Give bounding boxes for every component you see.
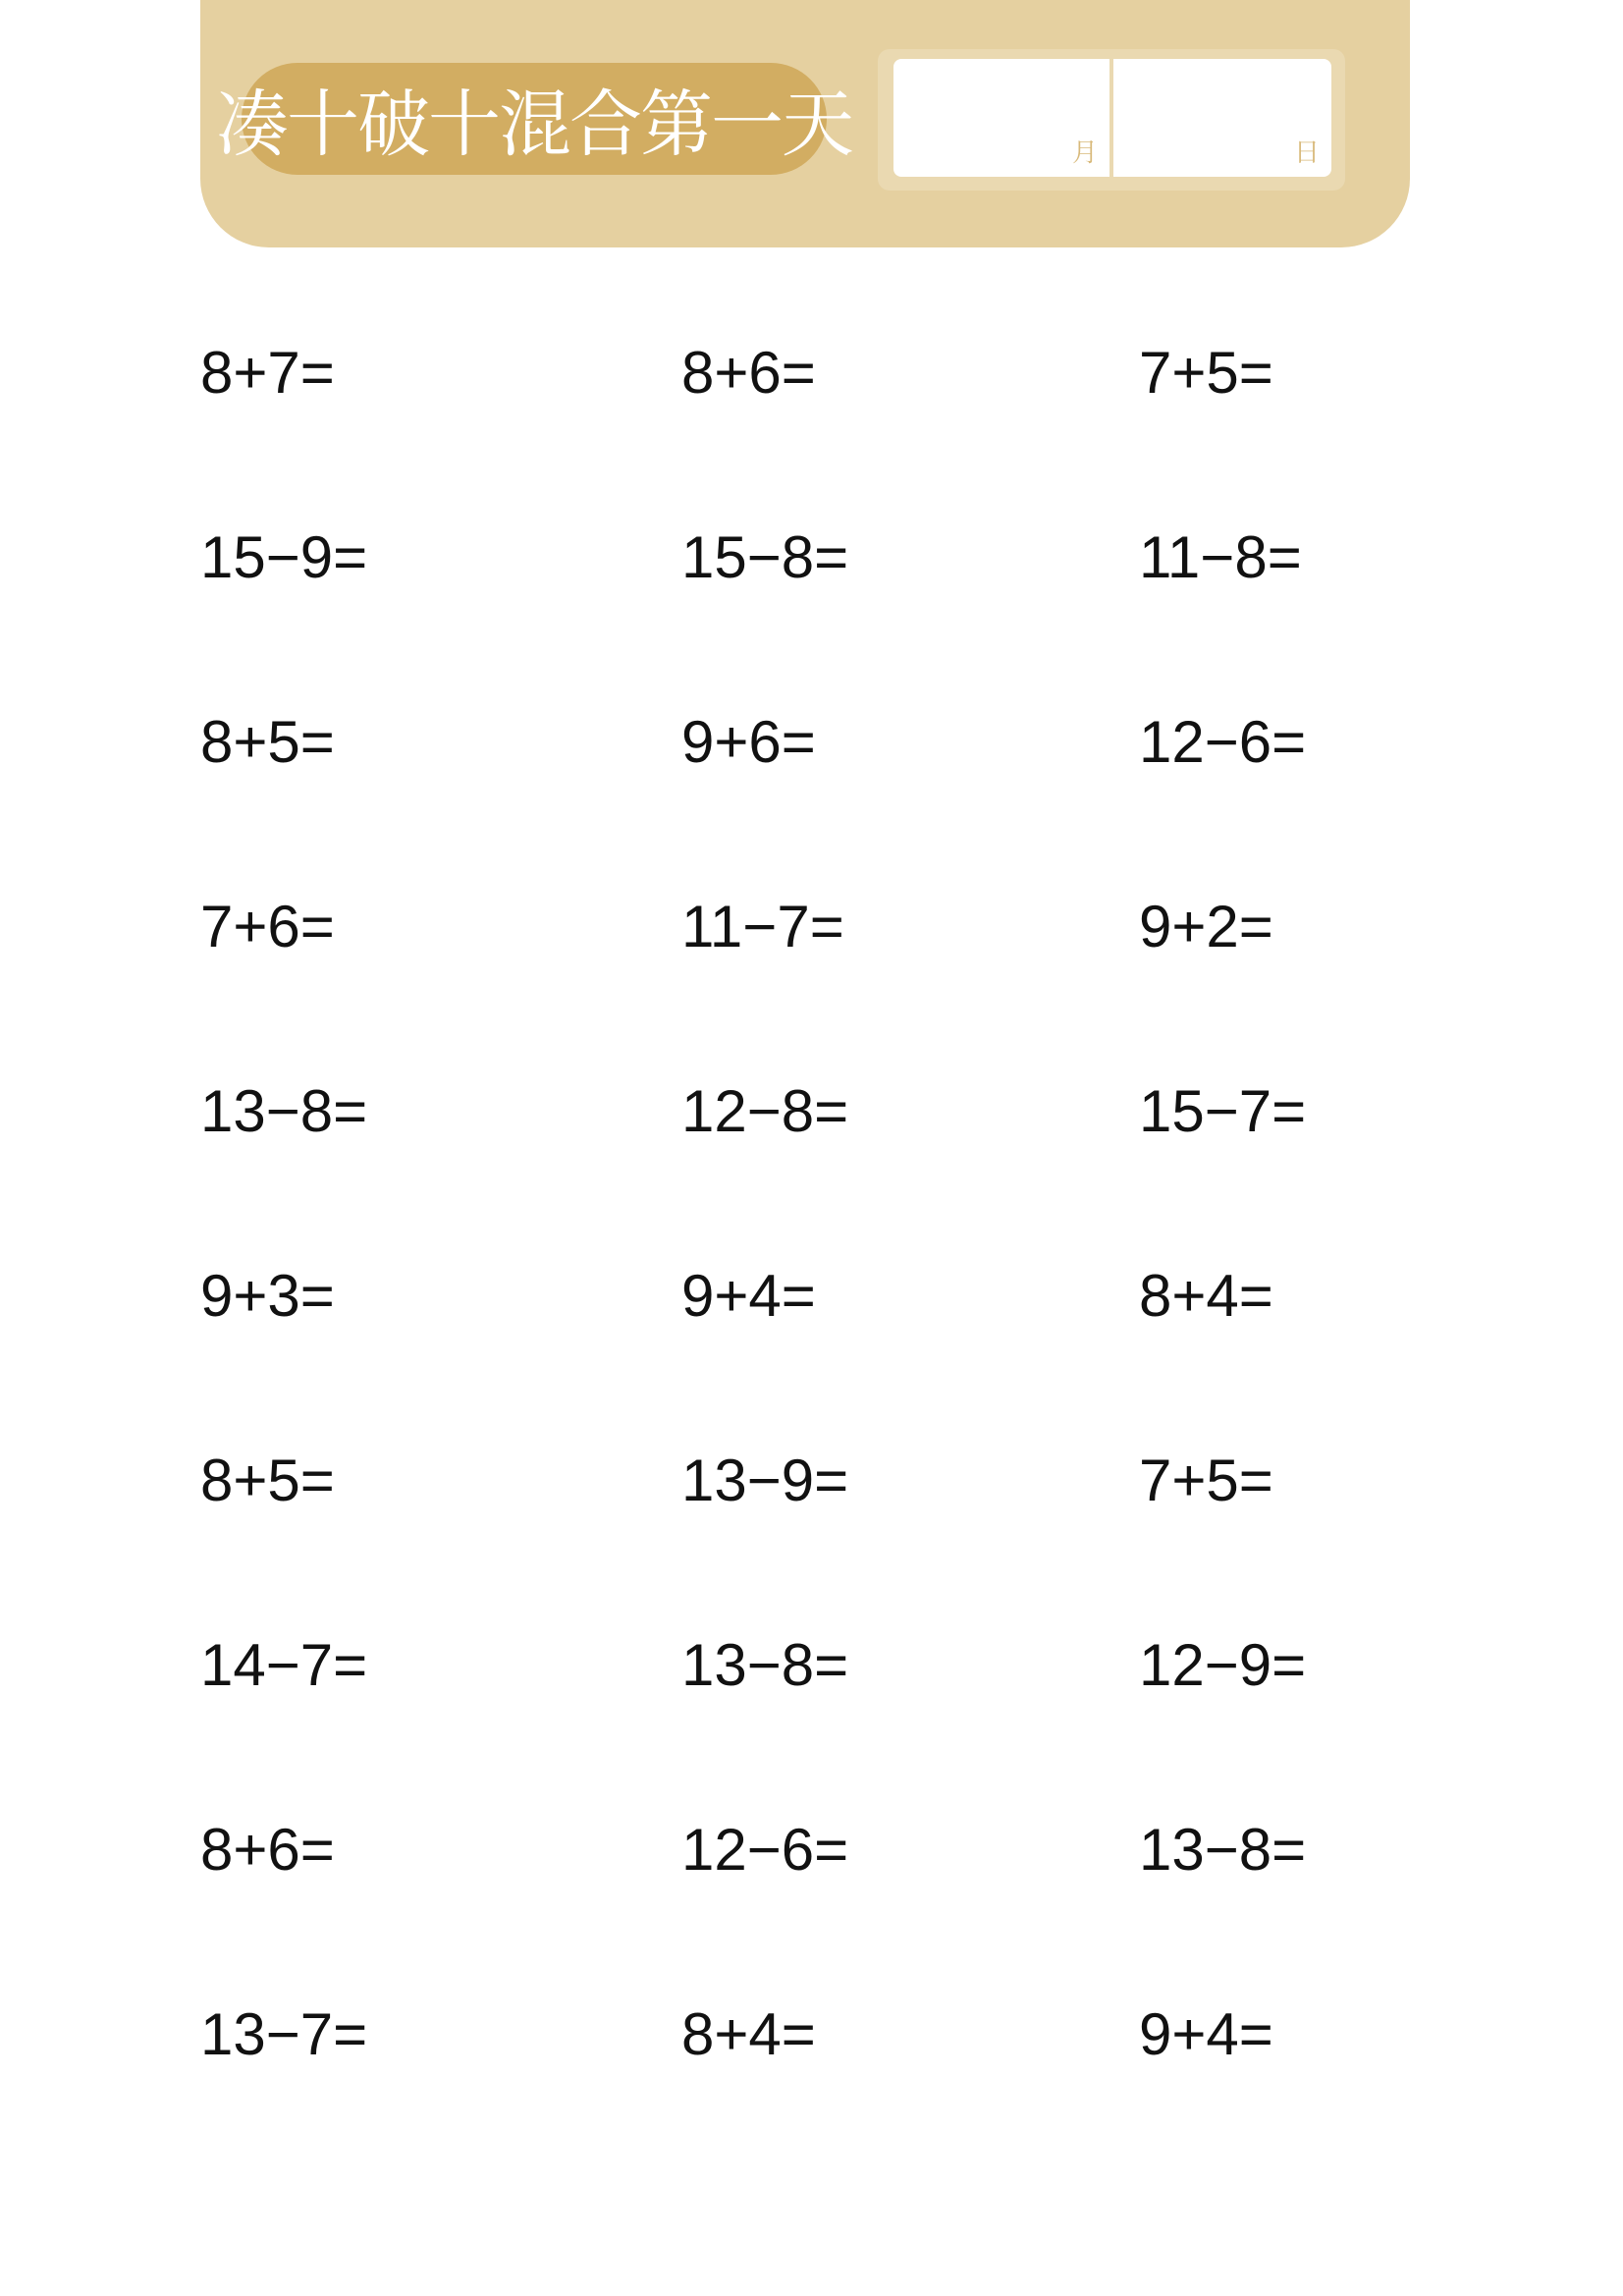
day-label: 日: [1293, 138, 1320, 168]
date-frame: [878, 49, 1345, 191]
problem: 12−6=: [681, 1817, 849, 1883]
header-band: [200, 0, 1410, 247]
problem: 13−8=: [681, 1632, 849, 1698]
problem: 11−7=: [681, 894, 844, 959]
problem: 13−8=: [200, 1078, 368, 1144]
problem: 12−9=: [1139, 1632, 1307, 1698]
problem: 9+4=: [681, 1263, 816, 1329]
problem: 8+6=: [681, 340, 816, 406]
problem: 9+3=: [200, 1263, 335, 1329]
problem: 12−6=: [1139, 709, 1307, 775]
problem: 8+6=: [200, 1817, 335, 1883]
worksheet-title: 凑十破十混合第一天: [216, 82, 852, 167]
problem: 15−8=: [681, 524, 849, 590]
problem: 9+2=: [1139, 894, 1273, 959]
problem: 14−7=: [200, 1632, 368, 1698]
month-field[interactable]: [893, 59, 1109, 177]
problem: 15−7=: [1139, 1078, 1307, 1144]
problem: 8+5=: [200, 1448, 335, 1513]
problem: 9+6=: [681, 709, 816, 775]
problem: 7+5=: [1139, 1448, 1273, 1513]
problem: 8+4=: [1139, 1263, 1273, 1329]
problem: 7+5=: [1139, 340, 1273, 406]
problem: 8+4=: [681, 2001, 816, 2067]
problem: 8+5=: [200, 709, 335, 775]
problem: 12−8=: [681, 1078, 849, 1144]
day-field[interactable]: [1113, 59, 1331, 177]
problem: 7+6=: [200, 894, 335, 959]
problem: 15−9=: [200, 524, 368, 590]
title-pill: [216, 63, 852, 175]
problem: 11−8=: [1139, 524, 1302, 590]
problem: 9+4=: [1139, 2001, 1273, 2067]
problem: 8+7=: [200, 340, 335, 406]
month-label: 月: [1071, 138, 1098, 168]
problem: 13−7=: [200, 2001, 368, 2067]
problem: 13−8=: [1139, 1817, 1307, 1883]
problem: 13−9=: [681, 1448, 849, 1513]
